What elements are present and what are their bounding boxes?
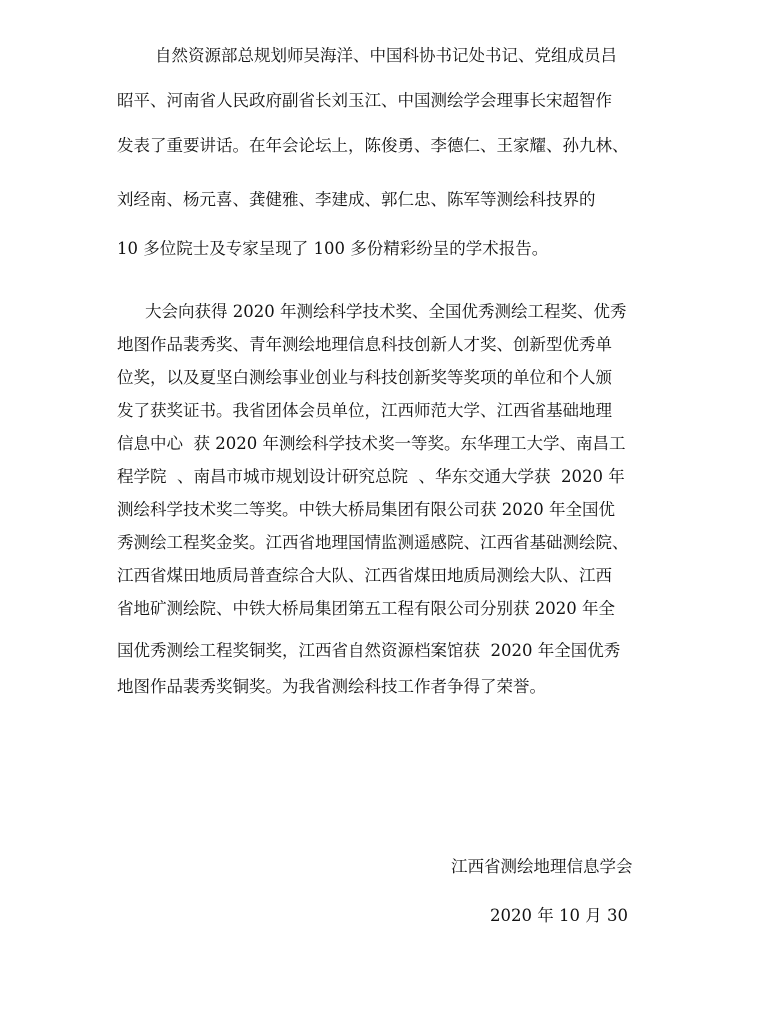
paragraph-line: 程学院 、南昌市城市规划设计研究总院 、华东交通大学获 2020 年 [117,467,625,486]
signature-date: 2020 年 10 月 30 [490,906,628,925]
paragraph-line: 自然资源部总规划师吴海洋、中国科协书记处书记、党组成员吕 [155,46,617,65]
paragraph-line: 秀测绘工程奖金奖。江西省地理国情监测遥感院、江西省基础测绘院、 [117,533,629,552]
paragraph-line: 地图作品裴秀奖铜奖。为我省测绘科技工作者争得了荣誉。 [117,677,546,696]
paragraph-line: 信息中心 获 2020 年测绘科学技术奖一等奖。东华理工大学、南昌工 [117,434,626,453]
paragraph-line: 江西省煤田地质局普查综合大队、江西省煤田地质局测绘大队、江西 [117,566,612,585]
paragraph-line: 省地矿测绘院、中铁大桥局集团第五工程有限公司分别获 2020 年全 [117,599,615,618]
paragraph-line: 地图作品裴秀奖、青年测绘地理信息科技创新人才奖、创新型优秀单 [117,335,612,354]
paragraph-line: 发了获奖证书。我省团体会员单位，江西师范大学、江西省基础地理 [117,401,612,420]
paragraph-line: 国优秀测绘工程奖铜奖，江西省自然资源档案馆获 2020 年全国优秀 [117,641,621,660]
paragraph-line: 位奖，以及夏坚白测绘事业创业与科技创新奖等奖项的单位和个人颁 [117,368,612,387]
paragraph-line: 测绘科学技术奖二等奖。中铁大桥局集团有限公司获 2020 年全国优 [117,500,615,519]
signature-organization: 江西省测绘地理信息学会 [451,857,633,876]
paragraph-line: 昭平、河南省人民政府副省长刘玉江、中国测绘学会理事长宋超智作 [117,91,612,110]
paragraph-line: 刘经南、杨元喜、龚健雅、李建成、郭仁忠、陈军等测绘科技界的 [117,190,596,209]
paragraph-line: 大会向获得 2020 年测绘科学技术奖、全国优秀测绘工程奖、优秀 [145,302,627,321]
paragraph-line: 发表了重要讲话。在年会论坛上，陈俊勇、李德仁、王家耀、孙九林、 [117,136,629,155]
paragraph-line: 10 多位院士及专家呈现了 100 多份精彩纷呈的学术报告。 [117,239,549,258]
